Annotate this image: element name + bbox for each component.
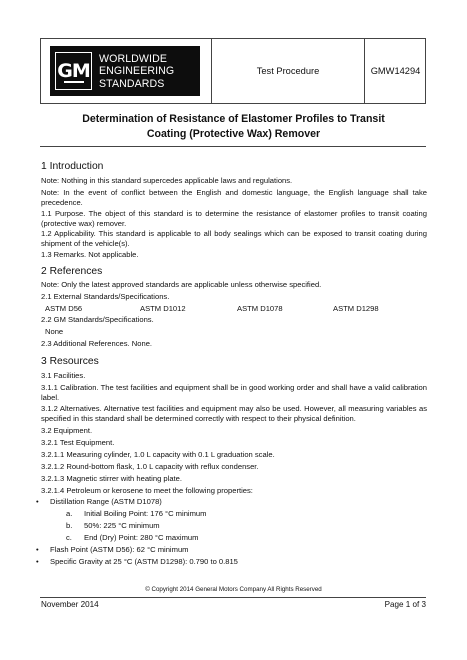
- header-logo-cell: [41, 39, 211, 103]
- sub-item-text: End (Dry) Point: 280 °C maximum: [84, 533, 199, 542]
- document-title: [30, 112, 437, 141]
- paragraph: 3.2.1 Test Equipment.: [41, 438, 115, 447]
- doc-number-cell: [365, 39, 426, 103]
- footer-divider: [40, 597, 426, 598]
- document-header: [40, 38, 426, 104]
- reference-none: None: [45, 327, 64, 336]
- paragraph: 3.2.1.1 Measuring cylinder, 1.0 L capacity with 0.1 L graduation scale.: [41, 450, 275, 459]
- title-divider: [40, 146, 426, 147]
- paragraph: 2.2 GM Standards/Specifications.: [41, 315, 154, 324]
- section-heading: 2 References: [41, 266, 103, 277]
- paragraph: 1.1 Purpose. The object of this standard is to determine the resistance of elastomer profiles to transit coating (protective wax) remover.: [41, 209, 427, 229]
- paragraph: Note: In the event of conflict between the English and domestic language, the English language shall take precedence.: [41, 188, 427, 208]
- reference-item: ASTM D1078: [237, 304, 283, 313]
- bullet-dot: •: [36, 497, 39, 506]
- paragraph: 3.2.1.3 Magnetic stirrer with heating plate.: [41, 474, 182, 483]
- gm-logo-text: GM: [57, 59, 90, 82]
- paragraph: 3.2.1.4 Petroleum or kerosene to meet the following properties:: [41, 486, 253, 495]
- paragraph: Note: Only the latest approved standards are applicable unless otherwise specified.: [41, 280, 322, 289]
- paragraph: 3.1.2 Alternatives. Alternative test facilities and equipment may also be used. However, all measuring variables as specified in this standard shall be determined correctly with respect to their physical definition.: [41, 404, 427, 424]
- doc-type: Test Procedure: [256, 66, 320, 76]
- footer-page-number: Page 1 of 3: [384, 600, 426, 609]
- doc-number: GMW14294: [370, 66, 421, 76]
- sub-item-label: c.: [66, 533, 72, 542]
- reference-item: ASTM D1298: [333, 304, 379, 313]
- gm-logo-underline: [64, 81, 84, 83]
- sub-item-label: a.: [66, 509, 73, 518]
- bullet-dot: •: [36, 557, 39, 566]
- reference-item: ASTM D56: [45, 304, 83, 313]
- section-heading: 1 Introduction: [41, 161, 104, 172]
- section-heading: 3 Resources: [41, 356, 99, 367]
- paragraph: 1.2 Applicability. This standard is applicable to all body sealings which can be exposed to transit coating during shipment of the vehicle(s).: [41, 229, 427, 249]
- copyright-notice: © Copyright 2014 General Motors Company All Rights Reserved: [145, 586, 322, 593]
- org-line: ENGINEERING: [99, 65, 175, 78]
- org-line: WORLDWIDE: [99, 53, 167, 65]
- org-name: [99, 53, 174, 90]
- title-line: Determination of Resistance of Elastomer Profiles to Transit: [82, 113, 385, 125]
- paragraph: 3.2 Equipment.: [41, 426, 93, 435]
- bullet-item: Flash Point (ASTM D56): 62 °C minimum: [50, 545, 189, 554]
- bullet-item: Specific Gravity at 25 °C (ASTM D1298): 0.790 to 0.815: [50, 557, 238, 566]
- footer-date: November 2014: [41, 600, 99, 609]
- sub-item-text: Initial Boiling Point: 176 °C minimum: [84, 509, 207, 518]
- title-line: Coating (Protective Wax) Remover: [146, 127, 321, 140]
- reference-item: ASTM D1012: [140, 304, 186, 313]
- bullet-dot: •: [36, 545, 39, 554]
- doc-type-cell: [211, 39, 365, 103]
- paragraph: 3.1.1 Calibration. The test facilities and equipment shall be in good working order and shall have a valid calibration label.: [41, 383, 427, 403]
- gm-logo: [50, 46, 200, 96]
- sub-item-text: 50%: 225 °C minimum: [84, 521, 160, 530]
- bullet-item: Distillation Range (ASTM D1078): [50, 497, 162, 506]
- paragraph: 3.2.1.2 Round-bottom flask, 1.0 L capacity with reflux condenser.: [41, 462, 259, 471]
- paragraph: 3.1 Facilities.: [41, 371, 86, 380]
- paragraph: 2.1 External Standards/Specifications.: [41, 292, 170, 301]
- gm-logo-mark: [55, 52, 92, 90]
- paragraph: 1.3 Remarks. Not applicable.: [41, 250, 139, 259]
- org-line: STANDARDS: [99, 77, 165, 90]
- paragraph: Note: Nothing in this standard supercedes applicable laws and regulations.: [41, 176, 293, 185]
- paragraph: 2.3 Additional References. None.: [41, 339, 153, 348]
- sub-item-label: b.: [66, 521, 73, 530]
